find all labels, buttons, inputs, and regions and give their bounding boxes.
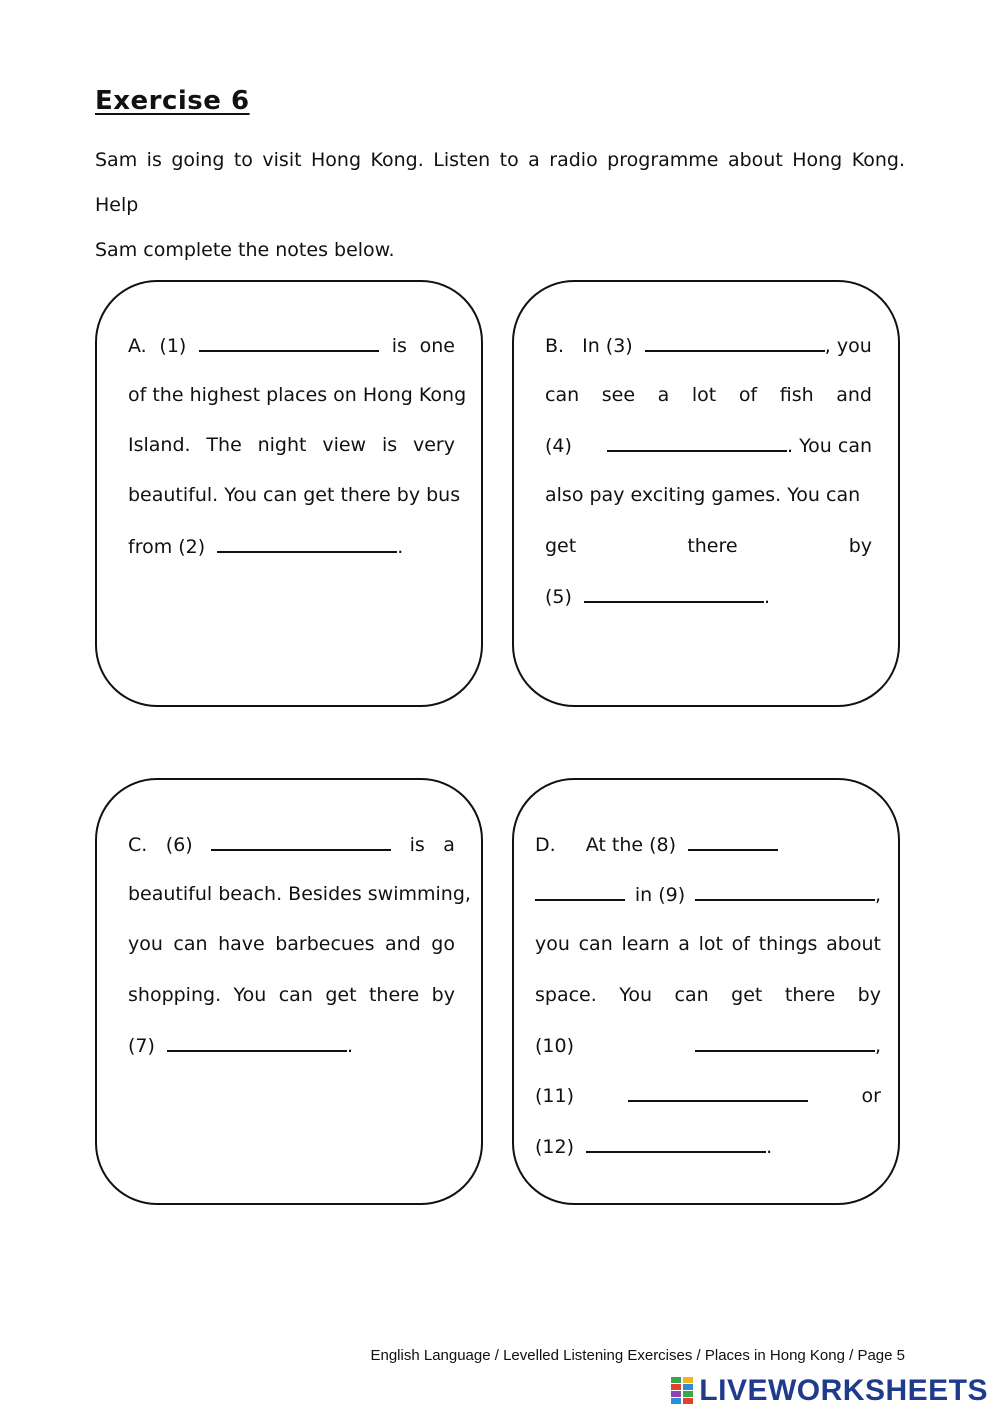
card-d-line-1: D. At the (8) [535,829,778,859]
card-d-line-7: (12) . [535,1131,772,1161]
card-c-line-3: you can have barbecues and go [128,933,455,955]
blank-11[interactable] [628,1080,808,1102]
card-d-line-5: (10) , [535,1030,881,1060]
page-footer: English Language / Levelled Listening Exercises / Places in Hong Kong / Page 5 [370,1347,905,1364]
card-c-line-5: (7) . [128,1030,353,1060]
blank-9[interactable] [695,879,875,901]
blank-8b[interactable] [535,879,625,901]
card-c-line-1: C. (6) is a [128,829,455,859]
liveworksheets-brand[interactable] [671,1374,988,1408]
card-b-line-3: (4) . You can [545,430,872,460]
card-d-line-2: in (9) , [535,879,881,909]
brand-name: LIVEWORKSHEETS [699,1374,988,1407]
card-a-line-5: from (2) . [128,531,403,561]
card-b-line-5: get there by [545,535,872,557]
blank-1[interactable] [199,330,379,352]
card-a-line-2: of the highest places on Hong Kong [128,384,467,406]
blank-3[interactable] [645,330,825,352]
card-b-line-6: (5) . [545,581,770,611]
instructions [95,138,905,273]
card-d-line-6: (11) or [535,1080,881,1110]
card-c-line-2: beautiful beach. Besides swimming, [128,883,471,905]
instructions-line-1: Sam is going to visit Hong Kong. Listen to a radio programme about Hong Kong. Help [95,149,905,216]
card-a-line-3: Island. The night view is very [128,434,455,456]
card-b-line-2: can see a lot of fish and [545,384,872,406]
card-d-line-4: space. You can get there by [535,984,881,1006]
page-title: Exercise 6 [95,86,250,116]
card-b-line-1: B. In (3) , you [545,330,872,360]
note-card-c [95,778,483,1205]
blank-4[interactable] [607,430,787,452]
blank-7[interactable] [167,1030,347,1052]
note-card-b [512,280,900,707]
note-card-d [512,778,900,1205]
blank-2[interactable] [217,531,397,553]
blank-6[interactable] [211,829,391,851]
card-b-line-4: also pay exciting games. You can [545,484,861,506]
card-c-line-4: shopping. You can get there by [128,984,455,1006]
blank-8a[interactable] [688,829,778,851]
note-card-a [95,280,483,707]
card-a-line-1: A. (1) is one [128,330,455,360]
instructions-line-2: Sam complete the notes below. [95,239,395,261]
blank-12[interactable] [586,1131,766,1153]
liveworksheets-logo-icon [671,1377,693,1405]
card-d-line-3: you can learn a lot of things about [535,933,881,955]
card-a-line-4: beautiful. You can get there by bus [128,484,461,506]
blank-5[interactable] [584,581,764,603]
blank-10[interactable] [695,1030,875,1052]
